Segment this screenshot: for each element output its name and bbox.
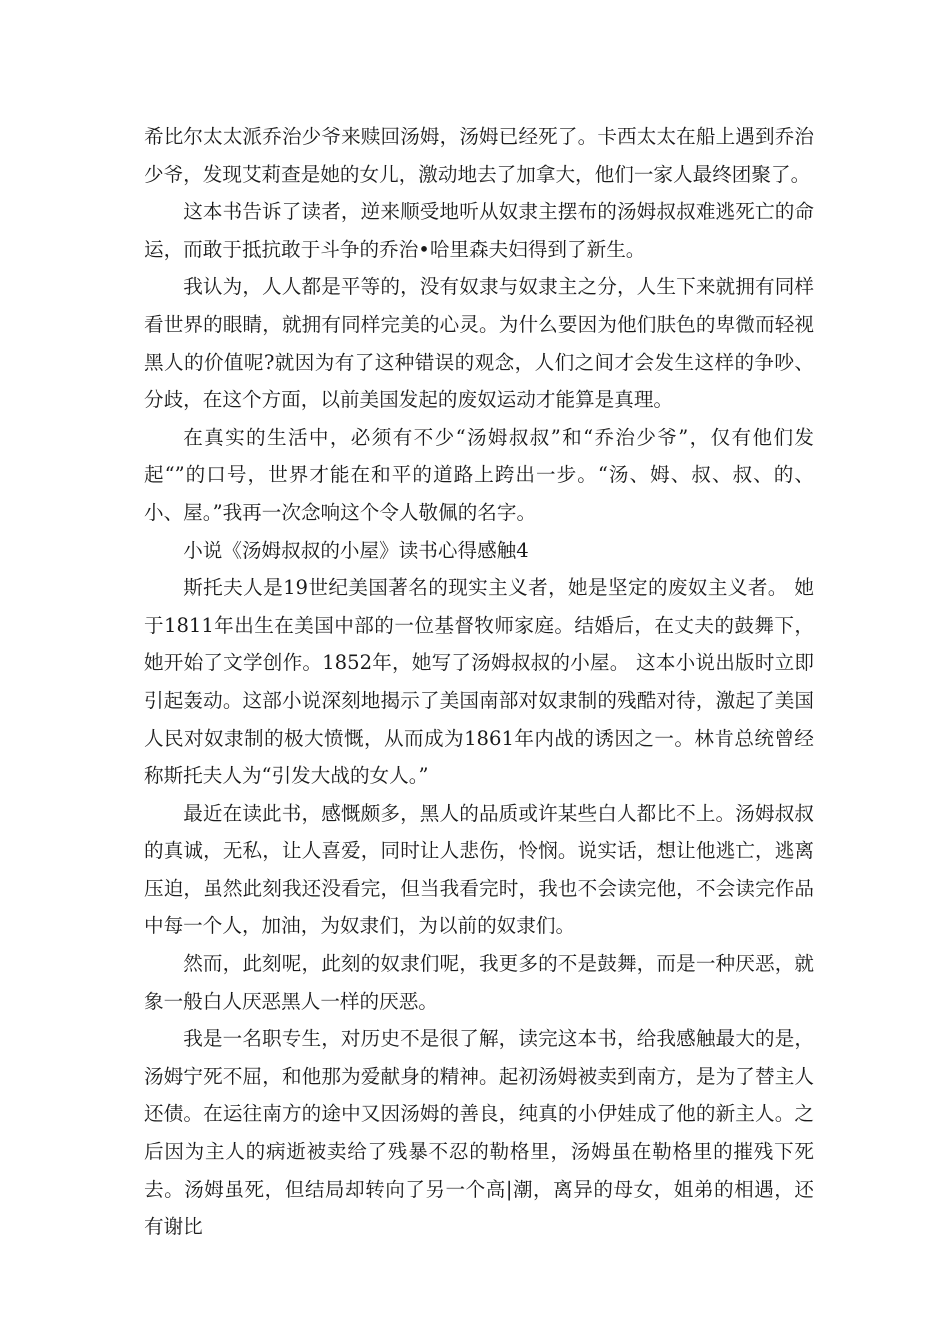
document-body — [144, 118, 814, 1246]
paragraph-2: 这本书告诉了读者，逆来顺受地听从奴隶主摆布的汤姆叔叔难逃死亡的命运，而敢于抵抗敢于斗争的乔治•哈里森夫妇得到了新生。 — [144, 200, 814, 261]
paragraph-6: 最近在读此书，感慨颇多，黑人的品质或许某些白人都比不上。汤姆叔叔的真诚，无私，让人喜爱，同时让人悲伤，怜悯。说实话，想让他逃亡，逃离压迫，虽然此刻我还没看完，但当我看完时，我也不会读完他，不会读完作品中每一个人，加油，为奴隶们，为以前的奴隶们。 — [144, 801, 814, 938]
paragraph-8: 我是一名职专生，对历史不是很了解，读完这本书，给我感触最大的是，汤姆宁死不屈，和他那为爱献身的精神。起初汤姆被卖到南方，是为了替主人还债。在运往南方的途中又因汤姆的善良，纯真的小伊娃成了他的新主人。之后因为主人的病逝被卖给了残暴不忍的勒格里，汤姆虽在勒格里的摧残下死去。汤姆虽死，但结局却转向了另一个高|潮，离异的母女，姐弟的相遇，还有谢比 — [144, 1027, 814, 1239]
paragraph-3: 我认为，人人都是平等的，没有奴隶与奴隶主之分，人生下来就拥有同样看世界的眼睛，就拥有同样完美的心灵。为什么要因为他们肤色的卑微而轻视黑人的价值呢?就因为有了这种错误的观念，人们之间才会发生这样的争吵、分歧，在这个方面，以前美国发起的废奴运动才能算是真理。 — [144, 275, 814, 412]
paragraph-1: 希比尔太太派乔治少爷来赎回汤姆，汤姆已经死了。卡西太太在船上遇到乔治少爷，发现艾莉查是她的女儿，激动地去了加拿大，他们一家人最终团聚了。 — [144, 125, 814, 186]
paragraph-7: 然而，此刻呢，此刻的奴隶们呢，我更多的不是鼓舞，而是一种厌恶，就象一般白人厌恶黑人一样的厌恶。 — [144, 952, 814, 1013]
paragraph-5: 斯托夫人是19世纪美国著名的现实主义者，她是坚定的废奴主义者。 她于1811年出生在美国中部的一位基督牧师家庭。结婚后，在丈夫的鼓舞下，她开始了文学创作。1852年，她写了汤姆叔叔的小屋。 这本小说出版时立即引起轰动。这部小说深刻地揭示了美国南部对奴隶制的残酷对待，激起了美国人民对奴隶制的极大愤慨，从而成为1861年内战的诱因之一。林肯总统曾经称斯托夫人为“引发大战的女人。” — [144, 576, 814, 788]
section-heading: 小说《汤姆叔叔的小屋》读书心得感触4 — [183, 538, 529, 562]
paragraph-4: 在真实的生活中，必须有不少“汤姆叔叔”和“乔治少爷”，仅有他们发起“”的口号，世界才能在和平的道路上跨出一步。“汤、姆、叔、叔、的、小、屋。”我再一次念响这个令人敬佩的名字。 — [144, 425, 814, 524]
